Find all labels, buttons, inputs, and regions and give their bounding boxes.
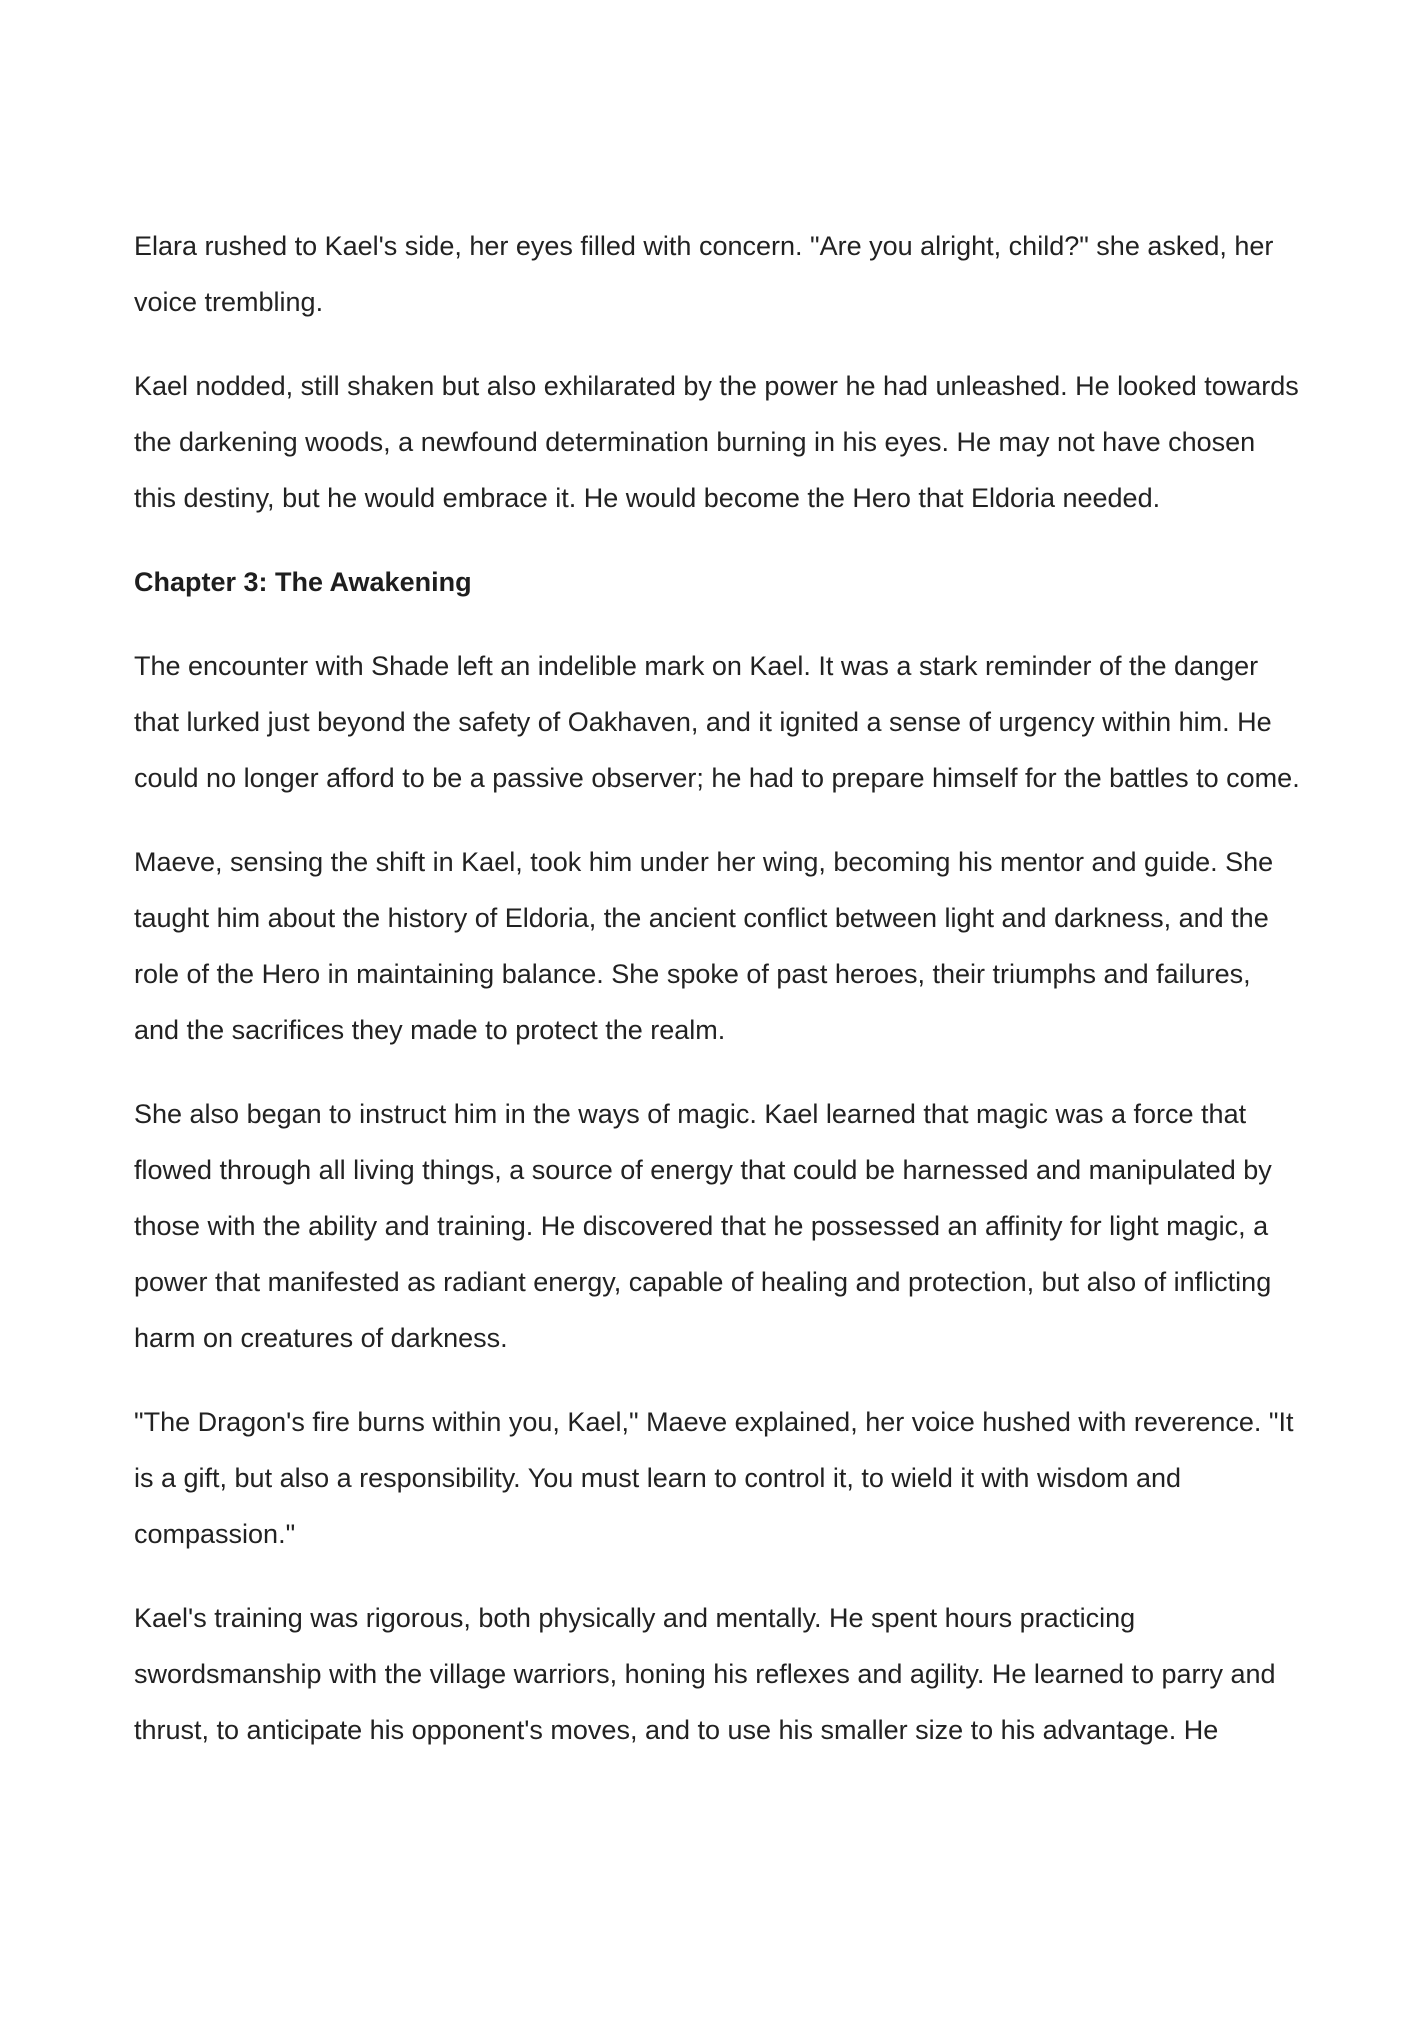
- text-line: thrust, to anticipate his opponent's moves, and to use his smaller size to his advantage. He: [134, 1715, 1219, 1745]
- text-line: Kael's training was rigorous, both physically and mentally. He spent hours practicing: [134, 1603, 1136, 1633]
- paragraph-5: [134, 1086, 1344, 1366]
- text-line: could no longer afford to be a passive observer; he had to prepare himself for the battles to come.: [134, 763, 1300, 793]
- text-line: and the sacrifices they made to protect the realm.: [134, 1015, 726, 1045]
- text-line: Elara rushed to Kael's side, her eyes filled with concern. "Are you alright, child?" she asked, her: [134, 231, 1274, 261]
- text-line: She also began to instruct him in the ways of magic. Kael learned that magic was a force that: [134, 1099, 1247, 1129]
- paragraph-7: [134, 1590, 1344, 1758]
- text-line: power that manifested as radiant energy, capable of healing and protection, but also of inflicting: [134, 1267, 1272, 1297]
- text-line: harm on creatures of darkness.: [134, 1323, 508, 1353]
- paragraph-2: [134, 358, 1344, 526]
- text-line: that lurked just beyond the safety of Oakhaven, and it ignited a sense of urgency within him. He: [134, 707, 1272, 737]
- paragraph-4: [134, 834, 1344, 1058]
- text-line: voice trembling.: [134, 287, 324, 317]
- text-line: "The Dragon's fire burns within you, Kael," Maeve explained, her voice hushed with reverence. "It: [134, 1407, 1294, 1437]
- text-line: this destiny, but he would embrace it. He would become the Hero that Eldoria needed.: [134, 483, 1161, 513]
- text-line: Maeve, sensing the shift in Kael, took him under her wing, becoming his mentor and guide. She: [134, 847, 1274, 877]
- text-line: The encounter with Shade left an indelible mark on Kael. It was a stark reminder of the danger: [134, 651, 1259, 681]
- text-line: those with the ability and training. He discovered that he possessed an affinity for light magic, a: [134, 1211, 1269, 1241]
- paragraph-3: [134, 638, 1344, 806]
- text-line: swordsmanship with the village warriors, honing his reflexes and agility. He learned to parry and: [134, 1659, 1276, 1689]
- text-line: taught him about the history of Eldoria, the ancient conflict between light and darkness, and the: [134, 903, 1269, 933]
- text-line: role of the Hero in maintaining balance. She spoke of past heroes, their triumphs and failures,: [134, 959, 1251, 989]
- text-line: flowed through all living things, a source of energy that could be harnessed and manipulated by: [134, 1155, 1272, 1185]
- paragraph-1: [134, 218, 1344, 330]
- paragraph-6: [134, 1394, 1344, 1562]
- document-body: [134, 218, 1344, 1786]
- chapter-heading: Chapter 3: The Awakening: [134, 567, 472, 597]
- text-line: compassion.": [134, 1519, 296, 1549]
- text-line: the darkening woods, a newfound determination burning in his eyes. He may not have chosen: [134, 427, 1256, 457]
- text-line: is a gift, but also a responsibility. You must learn to control it, to wield it with wisdom and: [134, 1463, 1182, 1493]
- text-line: Kael nodded, still shaken but also exhilarated by the power he had unleashed. He looked towards: [134, 371, 1299, 401]
